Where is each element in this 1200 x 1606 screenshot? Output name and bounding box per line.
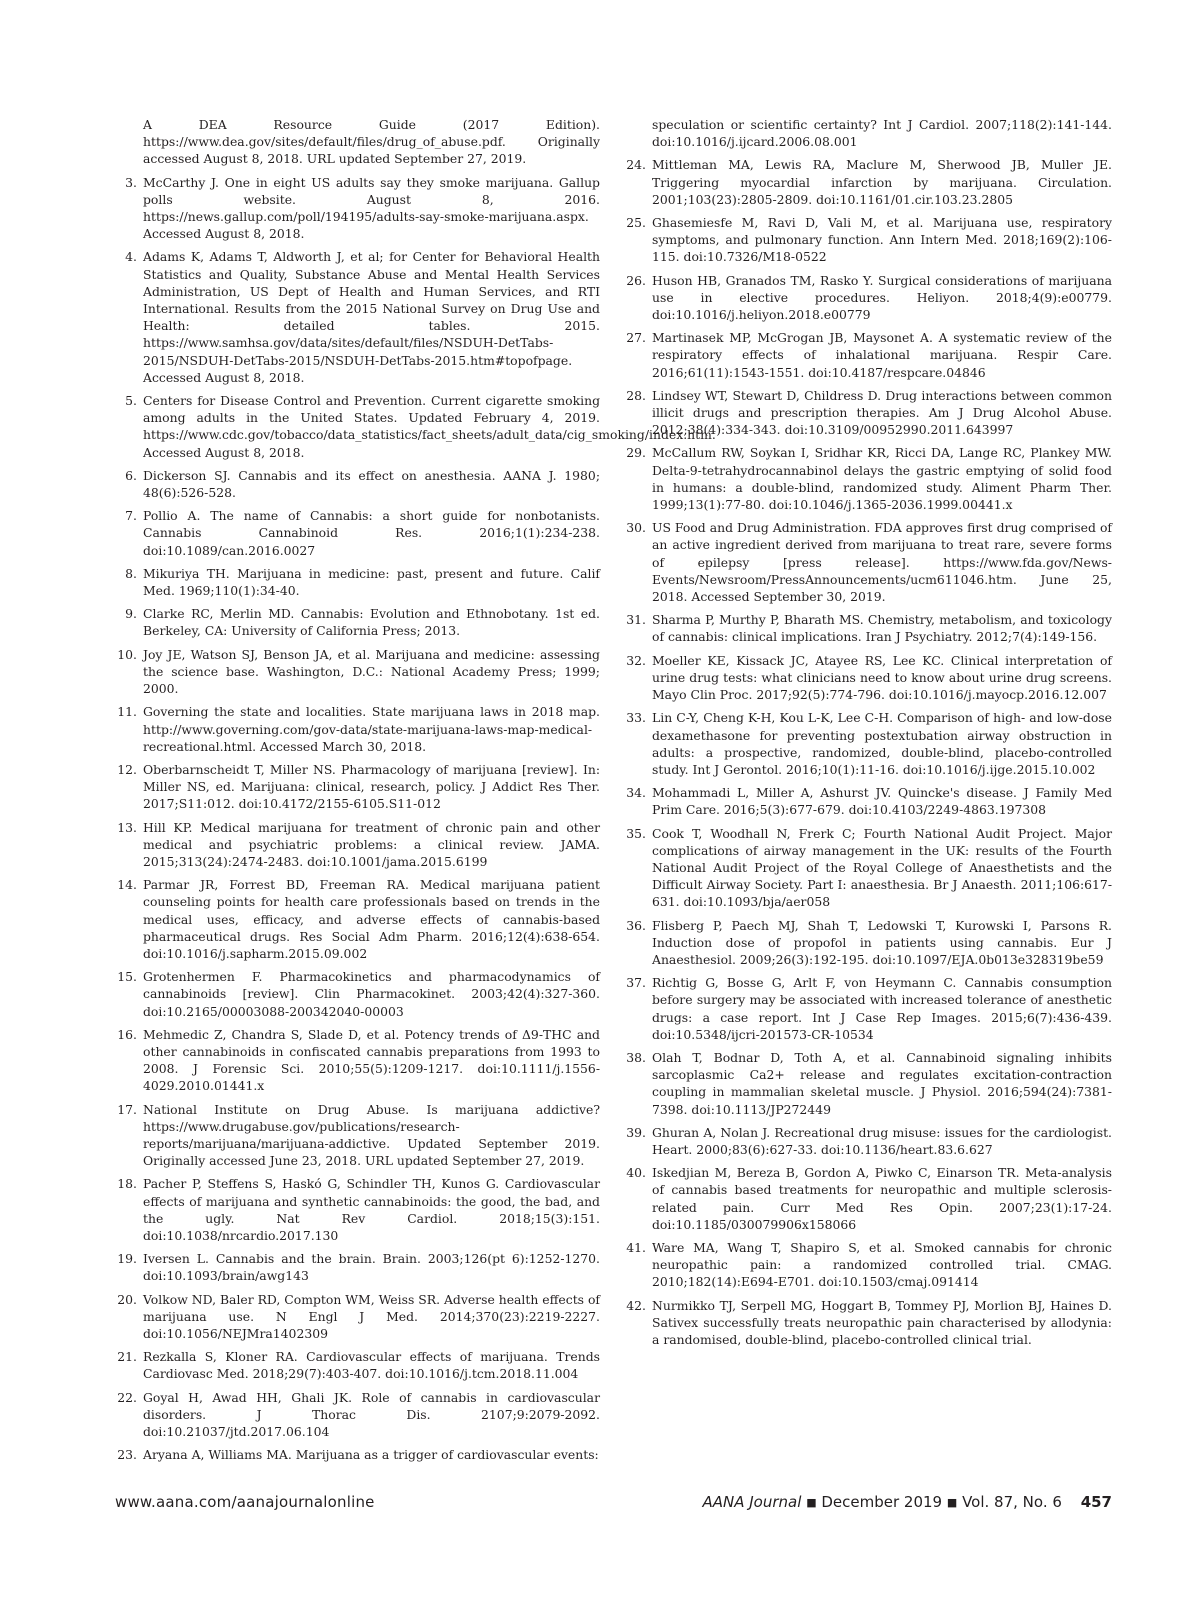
reference-number: 40. bbox=[626, 1165, 646, 1181]
reference-number: 25. bbox=[626, 215, 646, 231]
reference-text: Moeller KE, Kissack JC, Atayee RS, Lee KC. Clinical interpretation of urine drug tests: what clinicians need to know about urine drug screens. Mayo Clin Proc. 2017;92(5):774-796. doi:10.1016/j.mayocp.2016.12.007 bbox=[652, 652, 1112, 703]
reference-text: Oberbarnscheidt T, Miller NS. Pharmacology of marijuana [review]. In: Miller NS, ed. Marijuana: clinical, research, policy. J Addict Res Ther. 2017;S11:012. doi:10.4172/2155-6105.S11-012 bbox=[143, 761, 600, 812]
reference-item bbox=[115, 605, 600, 639]
reference-text: McCarthy J. One in eight US adults say they smoke marijuana. Gallup polls website. August 8, 2016. https://news.gallup.com/poll/194195/adults-say-smoke-marijuana.aspx. Accessed August 8, 2018. bbox=[143, 174, 600, 242]
journal-website-link[interactable]: www.aana.com/aanajournalonline bbox=[115, 1493, 375, 1511]
reference-item bbox=[115, 174, 600, 243]
reference-text: Lindsey WT, Stewart D, Childress D. Drug interactions between common illicit drugs and prescription therapies. Am J Drug Alcohol Abuse. 2012;38(4):334-343. doi:10.3109/00952990.2011.643997 bbox=[652, 387, 1112, 438]
reference-text: Volkow ND, Baler RD, Compton WM, Weiss SR. Adverse health effects of marijuana use. N Engl J Med. 2014;370(23):2219-2227. doi:10.1056/NEJMra1402309 bbox=[143, 1291, 601, 1341]
reference-number: 23. bbox=[117, 1447, 137, 1463]
journal-name: AANA Journal bbox=[702, 1493, 802, 1511]
reference-item bbox=[624, 917, 1112, 969]
reference-number: 15. bbox=[117, 969, 137, 985]
reference-text: Dickerson SJ. Cannabis and its effect on anesthesia. AANA J. 1980; 48(6):526-528. bbox=[143, 467, 600, 501]
reference-text: National Institute on Drug Abuse. Is marijuana addictive? https://www.drugabuse.gov/publications/research-reports/marijuana/marijuana-addictive. Updated September 2019. Originally accessed June 23, 2018. URL updated September 27, 2019. bbox=[143, 1101, 600, 1169]
reference-number: 19. bbox=[117, 1251, 137, 1267]
reference-text: Centers for Disease Control and Prevention. Current cigarette smoking among adults in the United States. Updated February 4, 2019. https://www.cdc.gov/tobacco/data_statistics/fact_sheets/adult_data/cig_smoking/index.htm. Accessed August 8, 2018. bbox=[143, 393, 716, 460]
reference-item bbox=[115, 1446, 600, 1463]
reference-text: Ghasemiesfe M, Ravi D, Vali M, et al. Marijuana use, respiratory symptoms, and pulmonary function. Ann Intern Med. 2018;169(2):106-115. doi:10.7326/M18-0522 bbox=[652, 215, 1112, 265]
reference-number: 38. bbox=[626, 1049, 646, 1065]
reference-item bbox=[624, 1239, 1112, 1291]
reference-number: 14. bbox=[117, 877, 137, 893]
journal-issue-info bbox=[702, 1493, 1112, 1511]
reference-text: Pacher P, Steffens S, Haskó G, Schindler TH, Kunos G. Cardiovascular effects of marijuana and synthetic cannabinoids: the good, the bad, and the ugly. Nat Rev Cardiol. 2018;15(3):151. doi:10.1038/nrcardio.2017.130 bbox=[143, 1176, 600, 1243]
reference-number: 7. bbox=[125, 508, 137, 524]
reference-number: 10. bbox=[117, 646, 137, 662]
reference-number: 36. bbox=[626, 917, 646, 933]
reference-text: Rezkalla S, Kloner RA. Cardiovascular effects of marijuana. Trends Cardiovasc Med. 2018;29(7):403-407. doi:10.1016/j.tcm.2018.11.004 bbox=[143, 1349, 600, 1382]
reference-item bbox=[624, 329, 1112, 381]
reference-text: Iskedjian M, Bereza B, Gordon A, Piwko C, Einarson TR. Meta-analysis of cannabis based treatments for neuropathic and multiple sclerosis-related pain. Curr Med Res Opin. 2007;23(1):17-24. doi:10.1185/030079906x158066 bbox=[652, 1165, 1112, 1232]
reference-number: 13. bbox=[117, 819, 137, 835]
reference-item bbox=[115, 819, 600, 871]
reference-number: 17. bbox=[117, 1101, 137, 1117]
reference-item bbox=[115, 876, 600, 962]
reference-text: Iversen L. Cannabis and the brain. Brain. 2003;126(pt 6):1252-1270. doi:10.1093/brain/awg143 bbox=[143, 1251, 600, 1284]
reference-number: 28. bbox=[626, 387, 646, 403]
reference-text: Olah T, Bodnar D, Toth A, et al. Cannabinoid signaling inhibits sarcoplasmic Ca2+ release and regulates excitation-contraction coupling in mammalian skeletal muscle. J Physiol. 2016;594(24):7381-7398. doi:10.1113/JP272449 bbox=[652, 1049, 1112, 1117]
reference-number: 11. bbox=[117, 704, 137, 720]
reference-text: Cook T, Woodhall N, Frerk C; Fourth National Audit Project. Major complications of airway management in the UK: results of the Fourth National Audit Project of the Royal College of Anaesthetists and the Difficult Airway Society. Part I: anaesthesia. Br J Anaesth. 2011;106:617-631. doi:10.1093/bja/aer058 bbox=[652, 825, 1112, 910]
reference-item bbox=[115, 1026, 600, 1095]
reference-number: 41. bbox=[626, 1239, 646, 1255]
reference-item bbox=[115, 761, 600, 813]
reference-text: US Food and Drug Administration. FDA approves first drug comprised of an active ingredient derived from marijuana to treat rare, severe forms of epilepsy [press release]. https://www.fda.gov/News-Events/Newsroom/PressAnnouncements/ucm611046.htm. June 25, 2018. Accessed September 30, 2019. bbox=[652, 520, 1112, 605]
reference-item bbox=[624, 784, 1112, 818]
reference-text: Lin C-Y, Cheng K-H, Kou L-K, Lee C-H. Comparison of high- and low-dose dexamethasone for preventing postextubation airway obstruction in adults: a prospective, randomized, double-blind, placebo-controlled study. Int J Gerontol. 2016;10(1):11-16. doi:10.1016/j.ijge.2015.10.002 bbox=[652, 710, 1112, 777]
reference-number: 12. bbox=[117, 761, 137, 777]
reference-item bbox=[115, 1175, 600, 1244]
reference-item bbox=[624, 825, 1112, 911]
reference-text: Joy JE, Watson SJ, Benson JA, et al. Marijuana and medicine: assessing the science base. Washington, D.C.: National Academy Press; 1999; 2000. bbox=[143, 646, 600, 697]
reference-text: Mittleman MA, Lewis RA, Maclure M, Sherwood JB, Muller JE. Triggering myocardial infarction by marijuana. Circulation. 2001;103(23):2805-2809. doi:10.1161/01.cir.103.23.2805 bbox=[652, 157, 1112, 207]
reference-item bbox=[115, 1291, 600, 1343]
reference-item bbox=[624, 1297, 1112, 1349]
reference-text: Aryana A, Williams MA. Marijuana as a trigger of cardiovascular events: bbox=[143, 1447, 599, 1463]
reference-number: 22. bbox=[117, 1389, 137, 1405]
reference-item bbox=[115, 1348, 600, 1382]
reference-text: Pollio A. The name of Cannabis: a short guide for nonbotanists. Cannabis Cannabinoid Res. 2016;1(1):234-238. doi:10.1089/can.2016.0027 bbox=[143, 508, 600, 558]
reference-number: 42. bbox=[626, 1297, 646, 1313]
reference-continuation: speculation or scientific certainty? Int J Cardiol. 2007;118(2):141-144. doi:10.1016/j.ijcard.2006.08.001 bbox=[652, 117, 1112, 150]
separator-square: ■ bbox=[946, 1496, 958, 1509]
reference-number: 3. bbox=[125, 174, 137, 190]
reference-item bbox=[624, 444, 1112, 513]
reference-text: Clarke RC, Merlin MD. Cannabis: Evolution and Ethnobotany. 1st ed. Berkeley, CA: University of California Press; 2013. bbox=[143, 606, 600, 639]
reference-number: 32. bbox=[626, 652, 646, 668]
reference-item bbox=[115, 1250, 600, 1284]
reference-text: Nurmikko TJ, Serpell MG, Hoggart B, Tommey PJ, Morlion BJ, Haines D. Sativex successfully treats neuropathic pain characterised by allodynia: a randomised, double-blind, placebo-controlled clinical trial. bbox=[652, 1297, 1112, 1347]
reference-number: 27. bbox=[626, 330, 646, 346]
reference-number: 20. bbox=[117, 1291, 137, 1307]
reference-number: 35. bbox=[626, 825, 646, 841]
reference-text: Huson HB, Granados TM, Rasko Y. Surgical considerations of marijuana use in elective procedures. Heliyon. 2018;4(9):e00779. doi:10.1016/j.heliyon.2018.e00779 bbox=[652, 272, 1112, 323]
reference-column-right bbox=[624, 116, 1112, 1354]
reference-item bbox=[624, 214, 1112, 266]
reference-item bbox=[624, 272, 1112, 324]
reference-number: 29. bbox=[626, 445, 646, 461]
reference-number: 6. bbox=[125, 467, 137, 483]
reference-item bbox=[624, 1124, 1112, 1158]
reference-text: Ghuran A, Nolan J. Recreational drug misuse: issues for the cardiologist. Heart. 2000;83(6):627-33. doi:10.1136/heart.83.6.627 bbox=[652, 1124, 1112, 1157]
volume-issue: Vol. 87, No. 6 bbox=[962, 1493, 1062, 1511]
reference-item bbox=[624, 519, 1112, 605]
reference-item bbox=[115, 507, 600, 559]
reference-item bbox=[115, 248, 600, 386]
reference-text: Mikuriya TH. Marijuana in medicine: past, present and future. Calif Med. 1969;110(1):34-40. bbox=[143, 565, 600, 599]
reference-number: 24. bbox=[626, 157, 646, 173]
reference-number: 33. bbox=[626, 710, 646, 726]
reference-item bbox=[624, 652, 1112, 704]
reference-item bbox=[624, 387, 1112, 439]
reference-number: 4. bbox=[125, 249, 137, 265]
reference-number: 8. bbox=[125, 565, 137, 581]
reference-text: Parmar JR, Forrest BD, Freeman RA. Medical marijuana patient counseling points for health care professionals based on trends in the medical uses, efficacy, and adverse effects of cannabis-based pharmaceutical drugs. Res Social Adm Pharm. 2016;12(4):638-654. doi:10.1016/j.sapharm.2015.09.002 bbox=[143, 877, 600, 961]
reference-item bbox=[624, 1164, 1112, 1233]
page-number: 457 bbox=[1080, 1493, 1112, 1511]
reference-item bbox=[624, 709, 1112, 778]
reference-number: 31. bbox=[626, 612, 646, 628]
reference-number: 30. bbox=[626, 520, 646, 536]
reference-text: Richtig G, Bosse G, Arlt F, von Heymann C. Cannabis consumption before surgery may be associated with increased tolerance of anesthetic drugs: a case report. Int J Case Rep Images. 2015;6(7):436-439. doi:10.5348/ijcri-201573-CR-10534 bbox=[652, 975, 1112, 1042]
reference-number: 26. bbox=[626, 272, 646, 288]
reference-text: Goyal H, Awad HH, Ghali JK. Role of cannabis in cardiovascular disorders. J Thorac Dis. 2107;9:2079-2092. doi:10.21037/jtd.2017.06.104 bbox=[143, 1389, 600, 1440]
issue-date: December 2019 bbox=[821, 1493, 943, 1511]
page-footer bbox=[115, 1493, 1112, 1515]
reference-continuation: A DEA Resource Guide (2017 Edition). https://www.dea.gov/sites/default/files/drug_of_abuse.pdf. Originally accessed August 8, 2018. URL updated September 27, 2019. bbox=[143, 117, 600, 167]
reference-text: Adams K, Adams T, Aldworth J, et al; for Center for Behavioral Health Statistics and Quality, Substance Abuse and Mental Health Services Administration, US Dept of Health and Human Services, and RTI International. Results from the 2015 National Survey on Drug Use and Health: detailed tables. 2015. https://www.samhsa.gov/data/sites/default/files/NSDUH-DetTabs-2015/NSDUH-DetTabs-2015/NSDUH-DetTabs-2015.htm#topofpage. Accessed August 8, 2018. bbox=[143, 249, 600, 385]
separator-square: ■ bbox=[806, 1496, 817, 1509]
reference-number: 37. bbox=[626, 975, 646, 991]
reference-list-right bbox=[624, 156, 1112, 1348]
reference-number: 5. bbox=[125, 393, 137, 409]
reference-item bbox=[115, 1389, 600, 1441]
reference-item bbox=[115, 703, 600, 755]
reference-item bbox=[115, 1101, 600, 1170]
reference-text: Martinasek MP, McGrogan JB, Maysonet A. A systematic review of the respiratory effects of inhalational marijuana. Respir Care. 2016;61(11):1543-1551. doi:10.4187/respcare.04846 bbox=[652, 330, 1112, 380]
reference-number: 18. bbox=[117, 1176, 137, 1192]
reference-number: 34. bbox=[626, 785, 646, 801]
reference-text: Mehmedic Z, Chandra S, Slade D, et al. Potency trends of Δ9-THC and other cannabinoids in confiscated cannabis preparations from 1993 to 2008. J Forensic Sci. 2010;55(5):1209-1217. doi:10.1111/j.1556-4029.2010.01441.x bbox=[143, 1026, 600, 1094]
reference-number: 21. bbox=[117, 1349, 137, 1365]
reference-text: Mohammadi L, Miller A, Ashurst JV. Quincke's disease. J Family Med Prim Care. 2016;5(3):677-679. doi:10.4103/2249-4863.197308 bbox=[652, 785, 1112, 818]
reference-text: Governing the state and localities. State marijuana laws in 2018 map. http://www.governing.com/gov-data/state-marijuana-laws-map-medical-recreational.html. Accessed March 30, 2018. bbox=[143, 704, 600, 754]
reference-text: Ware MA, Wang T, Shapiro S, et al. Smoked cannabis for chronic neuropathic pain: a randomized controlled trial. CMAG. 2010;182(14):E694-E701. doi:10.1503/cmaj.091414 bbox=[652, 1239, 1112, 1290]
reference-text: Hill KP. Medical marijuana for treatment of chronic pain and other medical and psychiatric problems: a clinical review. JAMA. 2015;313(24):2474-2483. doi:10.1001/jama.2015.6199 bbox=[143, 819, 600, 869]
reference-item bbox=[624, 156, 1112, 208]
reference-text: Sharma P, Murthy P, Bharath MS. Chemistry, metabolism, and toxicology of cannabis: clinical implications. Iran J Psychiatry. 2012;7(4):149-156. bbox=[652, 612, 1112, 645]
reference-item bbox=[115, 467, 600, 501]
reference-number: 16. bbox=[117, 1026, 137, 1042]
reference-text: McCallum RW, Soykan I, Sridhar KR, Ricci DA, Lange RC, Plankey MW. Delta-9-tetrahydrocannabinol delays the gastric emptying of solid food in humans: a double-blind, randomized study. Aliment Pharm Ther. 1999;13(1):77-80. doi:10.1046/j.1365-2036.1999.00441.x bbox=[652, 445, 1112, 513]
reference-item bbox=[624, 611, 1112, 645]
reference-text: Grotenhermen F. Pharmacokinetics and pharmacodynamics of cannabinoids [review]. Clin Pharmacokinet. 2003;42(4):327-360. doi:10.2165/00003088-200342040-00003 bbox=[143, 969, 600, 1019]
reference-item bbox=[624, 974, 1112, 1043]
reference-number: 39. bbox=[626, 1124, 646, 1140]
reference-item bbox=[115, 646, 600, 698]
reference-item bbox=[115, 968, 600, 1020]
reference-item bbox=[115, 565, 600, 599]
reference-text: Flisberg P, Paech MJ, Shah T, Ledowski T, Kurowski I, Parsons R. Induction dose of propofol in patients using cannabis. Eur J Anaesthesiol. 2009;26(3):192-195. doi:10.1097/EJA.0b013e328319be59 bbox=[652, 917, 1112, 967]
reference-item bbox=[624, 1049, 1112, 1118]
reference-number: 9. bbox=[125, 606, 137, 622]
